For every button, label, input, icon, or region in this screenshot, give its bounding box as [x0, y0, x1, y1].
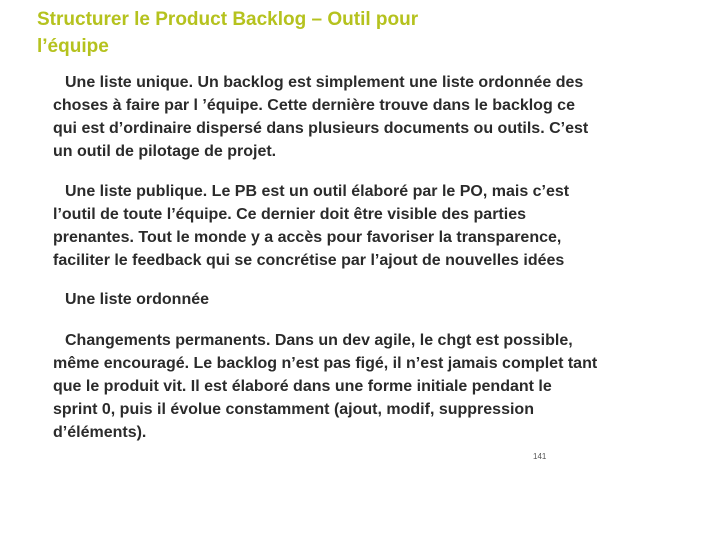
paragraph-liste-publique: Une liste publique. Le PB est un outil élaboré par le PO, mais c’est l’outil de toute l’équipe. Ce dernier doit être visible des parties prenantes. Tout le monde y a accès pour favoriser la transparence, faciliter le feedback qui se concrétise par l’ajout de nouvelles idées [53, 183, 570, 269]
slide-title: Structurer le Product Backlog – Outil pour l’équipe [37, 9, 419, 57]
page-number: 141 [533, 452, 547, 461]
paragraph-liste-unique: Une liste unique. Un backlog est simplement une liste ordonnée des choses à faire par l ’équipe. Cette dernière trouve dans le backlog ce qui est d’ordinaire dispersé dans plusieurs documents ou outils. C’est un outil de pilotage de projet. [53, 74, 589, 160]
paragraph-liste-ordonnee: Une liste ordonnée [65, 291, 210, 308]
paragraph-changements-permanents: Changements permanents. Dans un dev agile, le chgt est possible, même encouragé. Le backlog n’est pas figé, il n’est jamais complet tant que le produit vit. Il est élaboré dans une forme initiale pendant le sprint 0, puis il évolue constamment (ajout, modif, suppression d’éléments). [53, 332, 598, 441]
